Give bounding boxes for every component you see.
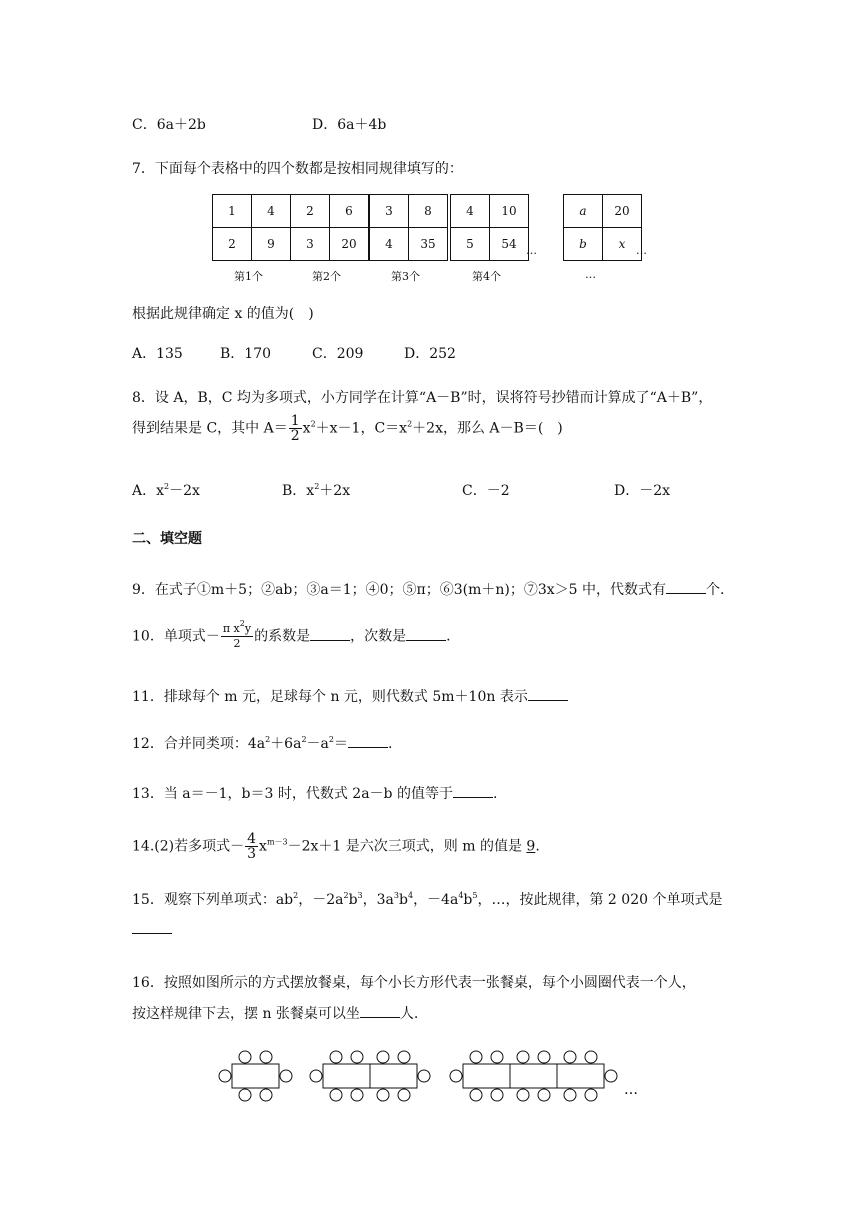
chair-circle	[585, 1089, 597, 1101]
q7-table-caption: 第1个	[234, 270, 263, 283]
q7-table-5	[563, 194, 642, 261]
chair-circle	[377, 1051, 389, 1063]
chair-circle	[517, 1089, 529, 1101]
table-cell: 20	[603, 195, 642, 228]
chair-circle	[377, 1089, 389, 1101]
chair-circle	[239, 1051, 251, 1063]
q12: 12．合并同类项：$4a^2+6a^2-a^2=$ .	[132, 735, 393, 752]
table-rect	[463, 1064, 604, 1088]
q16-line1: 16．按照如图所示的方式摆放餐桌，每个小长方形代表一张餐桌，每个小圆圈代表一个人，	[132, 975, 696, 991]
table-cell: 2	[213, 228, 252, 261]
q7-table-caption: 第4个	[472, 270, 501, 283]
table-cell: 3	[370, 195, 409, 228]
chair-circle	[330, 1089, 342, 1101]
table-cell: x	[603, 228, 642, 261]
chair-circle	[585, 1051, 597, 1063]
table-cell: 4	[451, 195, 490, 228]
chair-circle	[517, 1051, 529, 1063]
chair-circle	[538, 1051, 550, 1063]
table-cell: 8	[409, 195, 448, 228]
q13: 13．当 a＝－1，b＝3 时，代数式 2a－b 的值等于 .	[132, 786, 498, 802]
q7-option-a: A．135	[132, 346, 183, 362]
table-cell: 3	[291, 228, 330, 261]
table-cell: 54	[490, 228, 529, 261]
q6-option-d: D．6a＋4b	[312, 117, 387, 133]
table-cell: 2	[291, 195, 330, 228]
q8-option-c: C．－2	[462, 483, 510, 499]
q8-line1: 8．设 A，B，C 均为多项式，小方同学在计算“A－B”时，误将符号抄错而计算成了“A＋B”，	[132, 390, 713, 406]
q14-fraction: $\frac{4}{3}$	[247, 831, 257, 862]
q16-line2: 按这样规律下去，摆 n 张餐桌可以坐 人.	[132, 1006, 419, 1022]
q7-table-caption: …	[585, 268, 596, 281]
chair-circle	[564, 1089, 576, 1101]
q14: 14.(2)若多项式－ $\frac{4}{3}$ $x^{m-3}-2x+1$ 是六次三项式，则 m 的值是 9.	[132, 831, 540, 862]
table-rect	[232, 1064, 279, 1088]
q9: 9．在式子①m＋5；②ab；③a＝1；④0；⑤π；⑥3(m＋n)；⑦3x＞5 中，代数式有 个.	[132, 582, 725, 598]
ellipsis: …	[636, 244, 647, 257]
q10: 10．单项式－ $\frac{\pi x^2y}{2}$ 的系数是 ，次数是 .	[132, 619, 451, 650]
chair-circle	[491, 1089, 503, 1101]
table-cell: b	[564, 228, 603, 261]
q7-option-d: D．252	[404, 346, 456, 362]
q11: 11．排球每个 m 元，足球每个 n 元，则代数式 5m＋10n 表示	[132, 686, 568, 706]
q15-answer-blank	[132, 921, 172, 938]
table-cell: 5	[451, 228, 490, 261]
q15: 15．观察下列单项式：$ab^2$，$-2a^2b^3$，$3a^3b^4$，$-4a^4b^5$，…，按此规律，第 2 020 个单项式是	[132, 891, 723, 908]
q8-line2: 得到结果是 C，其中 A＝ $\frac{1}{2}$ $x^2+x-1$，$C=x^2+2x$，那么 A－B＝( )	[132, 413, 563, 444]
chair-circle	[260, 1051, 272, 1063]
chair-circle	[470, 1051, 482, 1063]
ellipsis: …	[624, 1082, 638, 1098]
ellipsis: …	[526, 244, 537, 257]
q7-option-b: B．170	[220, 346, 272, 362]
q8-option-b: B．$x^2+2x$	[282, 482, 351, 499]
chair-circle	[330, 1051, 342, 1063]
section-heading: 二、填空题	[132, 531, 202, 547]
q7-question: 根据此规律确定 x 的值为( )	[132, 306, 314, 322]
table-cell: 6	[330, 195, 369, 228]
chair-circle	[491, 1051, 503, 1063]
table-cell: 4	[370, 228, 409, 261]
table-cell: 10	[490, 195, 529, 228]
q14-answer: 9	[526, 838, 536, 855]
chair-circle	[538, 1089, 550, 1101]
table-cell: 35	[409, 228, 448, 261]
chair-circle	[564, 1051, 576, 1063]
table-cell: 4	[252, 195, 291, 228]
q7-table-1	[212, 194, 291, 261]
q8-text-a: 得到结果是 C，其中 A＝	[132, 420, 288, 437]
chair-circle	[418, 1070, 430, 1082]
chair-circle	[219, 1070, 231, 1082]
q8-option-a: A．$x^2-2x$	[132, 482, 200, 499]
chair-circle	[450, 1070, 462, 1082]
table-cell: 1	[213, 195, 252, 228]
table-cell: 20	[330, 228, 369, 261]
q7-table-3	[369, 194, 448, 261]
chair-circle	[605, 1070, 617, 1082]
chair-circle	[351, 1051, 363, 1063]
q7-table-caption: 第2个	[312, 270, 341, 283]
chair-circle	[398, 1089, 410, 1101]
chair-circle	[470, 1089, 482, 1101]
chair-circle	[310, 1070, 322, 1082]
q7-table-2	[290, 194, 369, 261]
chair-circle	[398, 1051, 410, 1063]
chair-circle	[351, 1089, 363, 1101]
table-cell: 9	[252, 228, 291, 261]
q6-option-c: C．6a＋2b	[132, 117, 206, 133]
q8-option-d: D．－2x	[614, 483, 671, 499]
q7-table-caption: 第3个	[391, 270, 420, 283]
q7-stem: 7．下面每个表格中的四个数都是按相同规律填写的：	[132, 161, 463, 177]
chair-circle	[280, 1070, 292, 1082]
q7-table-4	[450, 194, 529, 261]
q8-fraction: $\frac{1}{2}$	[290, 413, 300, 444]
chair-circle	[239, 1089, 251, 1101]
q7-option-c: C．209	[312, 346, 364, 362]
chair-circle	[260, 1089, 272, 1101]
q10-fraction: $\frac{\pi x^2y}{2}$	[222, 619, 252, 650]
table-cell: a	[564, 195, 603, 228]
table-rect	[323, 1064, 417, 1088]
